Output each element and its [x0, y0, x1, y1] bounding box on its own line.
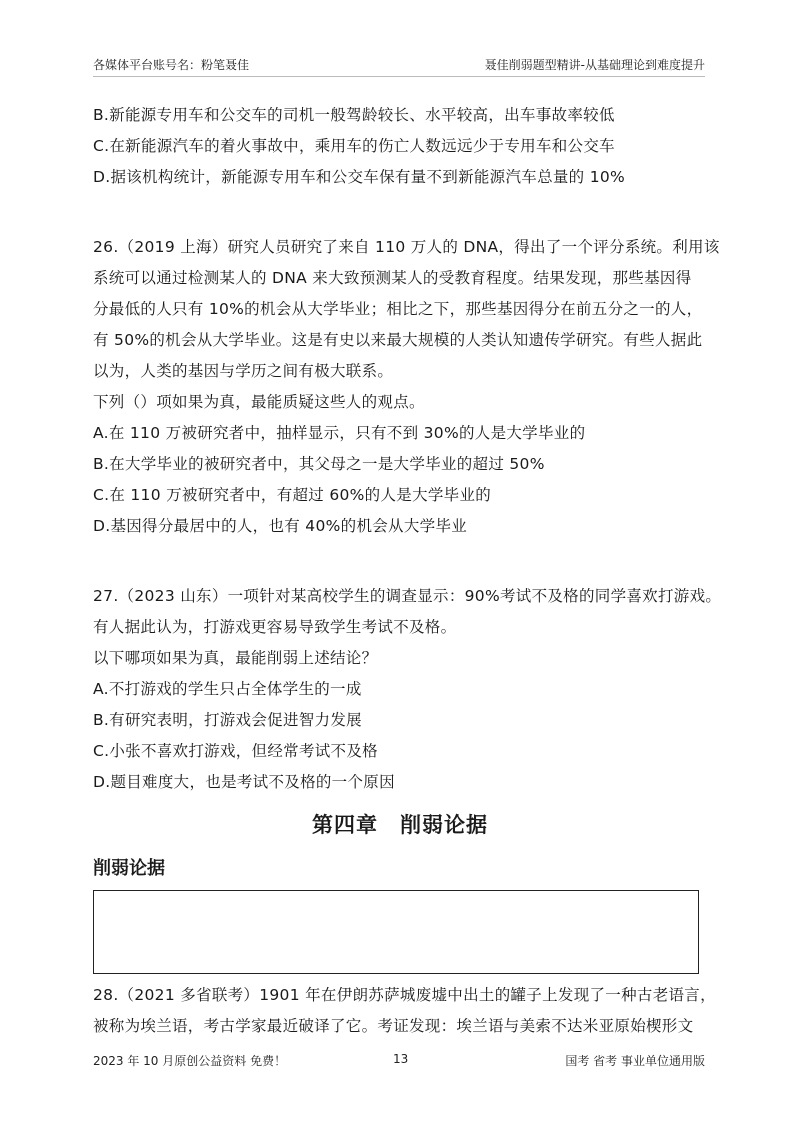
header-left: 各媒体平台账号名：粉笔聂佳 — [93, 58, 250, 72]
q27-stem-line: 有人据此认为，打游戏更容易导致学生考试不及格。 — [93, 618, 457, 636]
q26-stem-line: 有 50%的机会从大学毕业。这是有史以来最大规模的人类认知遗传学研究。有些人据此 — [93, 331, 703, 349]
q26-question: 下列（）项如果为真，最能质疑这些人的观点。 — [93, 393, 425, 411]
q27-stem-line: 27.（2023 山东）一项针对某高校学生的调查显示：90%考试不及格的同学喜欢打游戏。 — [93, 587, 722, 605]
q25-option-d: D.据该机构统计，新能源专用车和公交车保有量不到新能源汽车总量的 10% — [93, 168, 626, 186]
q26-option-d: D.基因得分最居中的人，也有 40%的机会从大学毕业 — [93, 517, 468, 535]
chapter-title: 第四章 削弱论据 — [312, 813, 488, 837]
q26-option-b: B.在大学毕业的被研究者中，其父母之一是大学毕业的超过 50% — [93, 455, 545, 473]
q27-option-c: C.小张不喜欢打游戏，但经常考试不及格 — [93, 742, 378, 760]
section-title: 削弱论据 — [93, 858, 165, 879]
footer-left: 2023 年 10 月原创公益资料 免费！ — [93, 1054, 287, 1068]
q26-stem-line: 26.（2019 上海）研究人员研究了来自 110 万人的 DNA，得出了一个评分系统。利用该 — [93, 238, 720, 256]
q25-option-c: C.在新能源汽车的着火事故中，乘用车的伤亡人数远远少于专用车和公交车 — [93, 137, 615, 155]
q26-stem-line: 以为，人类的基因与学历之间有极大联系。 — [93, 362, 394, 380]
q27-option-d: D.题目难度大，也是考试不及格的一个原因 — [93, 773, 395, 791]
q28-stem-line: 被称为埃兰语，考古学家最近破译了它。考证发现：埃兰语与美索不达米亚原始楔形文 — [93, 1017, 694, 1035]
q26-option-a: A.在 110 万被研究者中，抽样显示，只有不到 30%的人是大学毕业的 — [93, 424, 586, 442]
notes-box — [93, 890, 699, 974]
header-right: 聂佳削弱题型精讲-从基础理论到难度提升 — [484, 58, 705, 72]
q25-option-b: B.新能源专用车和公交车的司机一般驾龄较长、水平较高，出车事故率较低 — [93, 106, 615, 124]
q28-stem-line: 28.（2021 多省联考）1901 年在伊朗苏萨城废墟中出土的罐子上发现了一种古老语言， — [93, 986, 716, 1004]
header-divider — [93, 76, 705, 77]
footer-right: 国考 省考 事业单位通用版 — [565, 1054, 705, 1068]
q27-option-b: B.有研究表明，打游戏会促进智力发展 — [93, 711, 362, 729]
q26-stem-line: 分最低的人只有 10%的机会从大学毕业；相比之下，那些基因得分在前五分之一的人， — [93, 300, 703, 318]
q26-stem-line: 系统可以通过检测某人的 DNA 来大致预测某人的受教育程度。结果发现，那些基因得 — [93, 269, 692, 287]
page-number: 13 — [393, 1052, 409, 1066]
page-content — [93, 100, 722, 1042]
q26-option-c: C.在 110 万被研究者中，有超过 60%的人是大学毕业的 — [93, 486, 492, 504]
q27-question: 以下哪项如果为真，最能削弱上述结论？ — [93, 649, 378, 667]
q27-option-a: A.不打游戏的学生只占全体学生的一成 — [93, 680, 362, 698]
